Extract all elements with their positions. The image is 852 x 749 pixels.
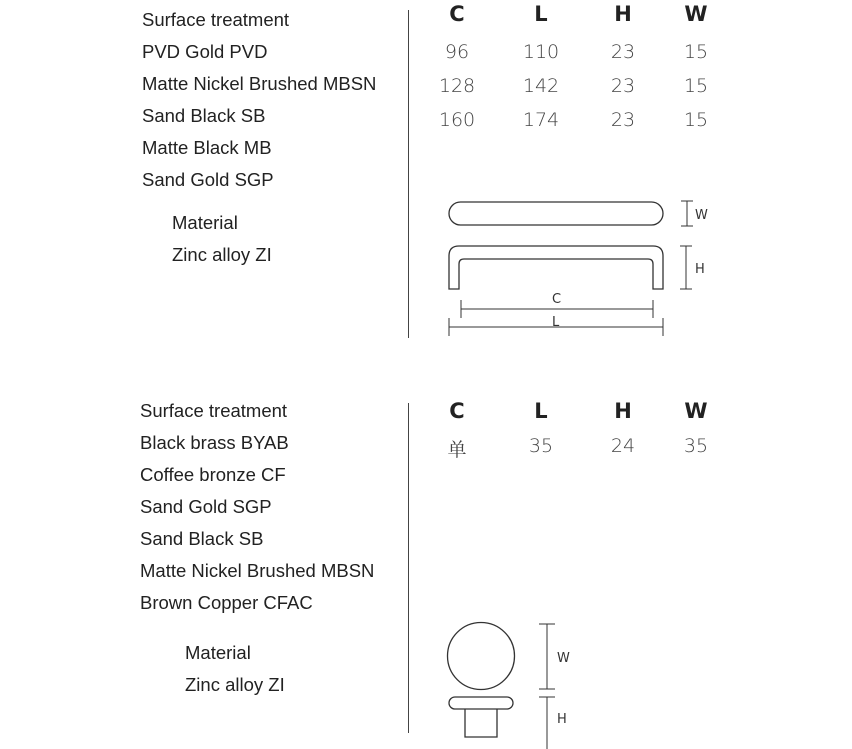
header-l: L xyxy=(534,399,548,423)
length-label: L xyxy=(552,315,560,330)
finish-item: Sand Black SB xyxy=(140,528,264,549)
width-label: W xyxy=(695,208,708,223)
cell-h: 23 xyxy=(610,75,636,97)
header-w: W xyxy=(684,399,708,423)
cell-c: 128 xyxy=(438,75,476,97)
cell-l: 35 xyxy=(528,435,554,457)
cell-l: 174 xyxy=(522,109,560,131)
finish-item: Matte Nickel Brushed MBSN xyxy=(140,560,375,581)
material-value: Zinc alloy ZI xyxy=(185,674,285,695)
product-handle-section xyxy=(0,0,852,370)
finish-list-heading: Surface treatment xyxy=(140,400,288,421)
finish-item: Matte Nickel Brushed MBSN xyxy=(142,73,377,94)
center-distance-label: C xyxy=(552,292,562,307)
knob-front-view xyxy=(448,623,515,690)
cell-l: 110 xyxy=(522,41,560,63)
finish-item: Sand Black SB xyxy=(142,105,266,126)
finish-item: Matte Black MB xyxy=(142,137,272,158)
width-label: W xyxy=(557,651,570,666)
header-c: C xyxy=(449,2,465,26)
finish-list-heading: Surface treatment xyxy=(142,9,290,30)
cell-h: 23 xyxy=(610,41,636,63)
handle-side-view xyxy=(449,246,663,289)
height-dimension-line xyxy=(539,697,555,749)
finish-item: PVD Gold PVD xyxy=(142,41,268,62)
height-dimension-line xyxy=(680,246,692,289)
handle-top-view xyxy=(449,202,663,225)
cell-c: 96 xyxy=(444,41,470,63)
cell-c: 单 xyxy=(447,439,467,461)
height-label: H xyxy=(557,712,567,727)
knob-technical-drawing xyxy=(0,395,852,749)
cell-w: 15 xyxy=(683,41,709,63)
header-c: C xyxy=(449,399,465,423)
knob-side-head xyxy=(449,697,513,709)
height-label: H xyxy=(695,262,705,277)
header-w: W xyxy=(684,2,708,26)
finish-item: Sand Gold SGP xyxy=(140,496,272,517)
knob-side-stem xyxy=(465,709,497,737)
cell-w: 15 xyxy=(683,75,709,97)
cell-h: 24 xyxy=(610,435,636,457)
cell-w: 35 xyxy=(683,435,709,457)
finish-item: Coffee bronze CF xyxy=(140,464,286,485)
cell-h: 23 xyxy=(610,109,636,131)
material-label: Material xyxy=(185,642,251,663)
material-value: Zinc alloy ZI xyxy=(172,244,272,265)
finish-item: Sand Gold SGP xyxy=(142,169,274,190)
finish-item: Brown Copper CFAC xyxy=(140,592,313,613)
cell-c: 160 xyxy=(438,109,476,131)
cell-l: 142 xyxy=(522,75,560,97)
header-h: H xyxy=(614,2,632,26)
width-dimension-line xyxy=(681,201,693,226)
width-dimension-line xyxy=(539,624,555,689)
material-label: Material xyxy=(172,212,238,233)
header-h: H xyxy=(614,399,632,423)
product-knob-section xyxy=(0,395,852,749)
header-l: L xyxy=(534,2,548,26)
finish-item: Black brass BYAB xyxy=(140,432,289,453)
cell-w: 15 xyxy=(683,109,709,131)
handle-technical-drawing xyxy=(0,0,852,370)
